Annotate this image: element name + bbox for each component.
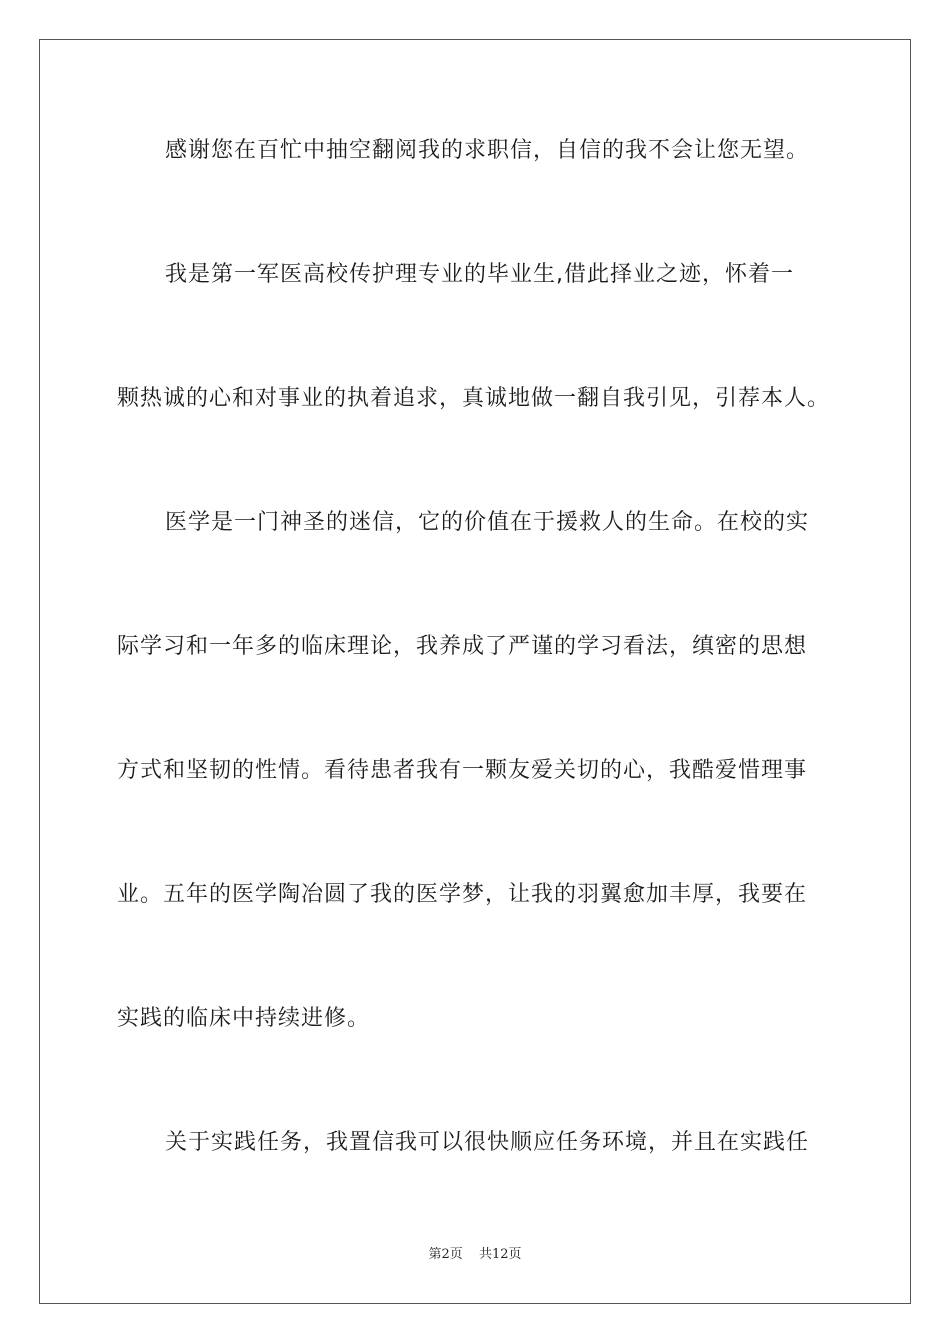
paragraph-3-line-1: 医学是一门神圣的迷信，它的价值在于援救人的生命。在校的实 bbox=[165, 510, 810, 535]
paragraph-4-line-1: 关于实践任务，我置信我可以很快顺应任务环境，并且在实践任 bbox=[165, 1130, 810, 1155]
paragraph-3-line-5: 实践的临床中持续进修。 bbox=[117, 1006, 371, 1031]
page-footer bbox=[0, 1245, 950, 1265]
page-frame bbox=[39, 39, 911, 1304]
paragraph-3-line-3: 方式和坚韧的性情。看待患者我有一颗友爱关切的心，我酷爱惜理事 bbox=[117, 758, 808, 783]
paragraph-1-line-1: 感谢您在百忙中抽空翻阅我的求职信，自信的我不会让您无望。 bbox=[165, 138, 810, 163]
paragraph-3-line-4: 业。五年的医学陶冶圆了我的医学梦，让我的羽翼愈加丰厚，我要在 bbox=[117, 882, 808, 907]
paragraph-2-line-2: 颗热诚的心和对事业的执着追求，真诚地做一翻自我引见，引荐本人。 bbox=[117, 386, 831, 411]
page-number-current: 第2页 bbox=[428, 1247, 463, 1262]
paragraph-3-line-2: 际学习和一年多的临床理论，我养成了严谨的学习看法，缜密的思想 bbox=[117, 634, 808, 659]
page-number-total: 共12页 bbox=[478, 1247, 522, 1262]
paragraph-2-line-1: 我是第一军医高校传护理专业的毕业生,借此择业之迹，怀着一 bbox=[165, 262, 794, 287]
